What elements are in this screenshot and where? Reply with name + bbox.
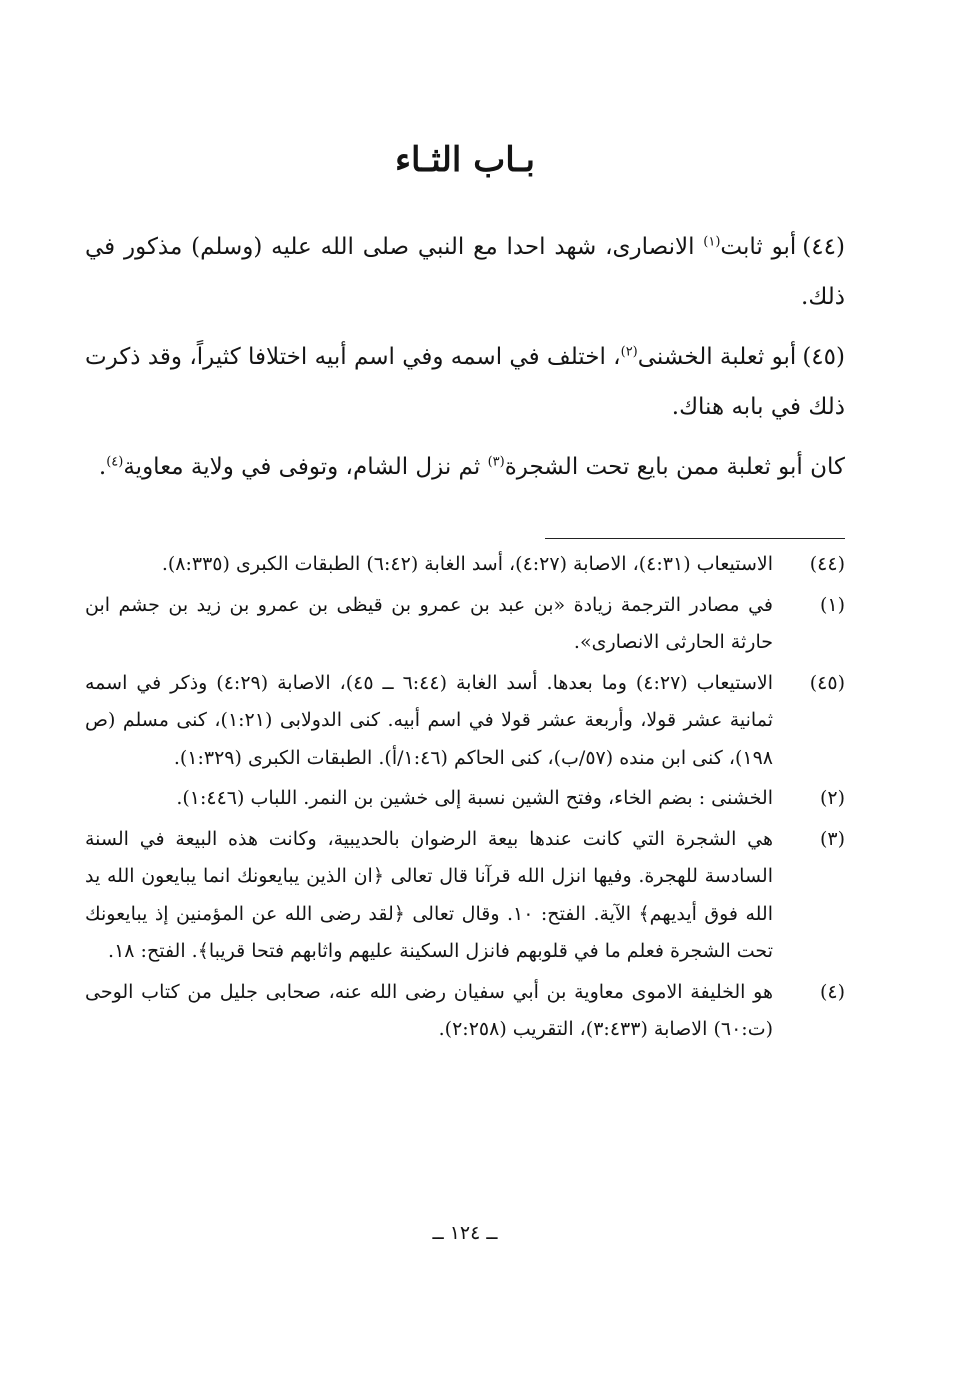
entry-text: . xyxy=(98,454,107,480)
entry-name: أبو ثعلبة الخشنى xyxy=(637,344,797,370)
footnote-separator xyxy=(545,538,845,539)
footnote-ref[interactable]: (٣) xyxy=(487,454,505,470)
footnote-3 xyxy=(85,821,845,971)
entry-text: ثم نزل الشام، وتوفى في ولاية معاوية xyxy=(123,454,488,480)
footnote-text: الاستيعاب (٤:٢٧) وما بعدها. أسد الغابة (٦:٤٤ ــ ٤٥)، الاصابة (٤:٢٩) وذكر في اسمه ثمانية عشر قولا، وأربعة عشر قولا في اسم أبيه. كنى الدولابى (١:٢١)، كنى مسلم (ص ١٩٨)، كنى ابن منده (٥٧/ب)، كنى الحاكم (١:٤٦/أ). الطبقات الكبرى (١:٣٢٩). xyxy=(85,671,773,769)
footnote-45 xyxy=(85,665,845,778)
footnote-4 xyxy=(85,974,845,1049)
footnote-text: هو الخليفة الاموى معاوية بن أبي سفيان رضى الله عنه، صحابى جليل من كتاب الوحى (ت:٦٠) الاصابة (٣:٤٣٣)، التقريب (٢:٢٥٨). xyxy=(85,980,773,1040)
footnote-text: الخشنى : بضم الخاء، وفتح الشين نسبة إلى خشين بن النمر. اللباب (١:٤٤٦). xyxy=(176,787,773,809)
entry-44 xyxy=(85,222,845,322)
book-page xyxy=(85,0,845,1390)
footnote-text: في مصادر الترجمة زيادة «بن عبد بن عمرو بن قيظى بن عمرو بن زيد بن جشم ابن حارثة الحارثى الانصارى». xyxy=(85,593,773,653)
footnote-text: هي الشجرة التي كانت عندها بيعة الرضوان بالحديبية، وكانت هذه البيعة في السنة السادسة للهجرة. وفيها انزل الله قرآنا قال تعالى ﴿ان الذين يبايعونك انما يبايعون الله يد الله فوق أيديهم﴾ الآية. الفتح: ١٠. وقال تعالى ﴿لقد رضى الله عن المؤمنين إذ يبايعونك تحت الشجرة فعلم ما في قلوبهم فانزل السكينة عليهم واثابهم فتحا قريبا﴾. الفتح: ١٨. xyxy=(85,827,773,962)
footnote-number: (١) xyxy=(819,593,845,616)
entry-45-continuation xyxy=(85,442,845,492)
footnote-2 xyxy=(85,780,845,818)
entry-text: الانصارى، شهد احدا مع النبي صلى الله عليه (وسلم) مذكور في ذلك. xyxy=(85,234,845,310)
entry-text: ، اختلف في اسمه وفي اسم أبيه اختلافا كثيراً، وقد ذكرت ذلك في بابه هناك. xyxy=(85,344,845,420)
footnote-ref[interactable]: (٤) xyxy=(106,454,124,470)
footnote-number: (٤) xyxy=(819,980,845,1003)
footnote-1 xyxy=(85,587,845,662)
footnote-number: (٤٤) xyxy=(809,553,845,575)
footnotes-section xyxy=(85,546,845,1052)
entry-number: (٤٥) xyxy=(802,344,845,370)
footnote-number: (٢) xyxy=(819,787,845,809)
entry-name: أبو ثابت xyxy=(720,234,797,260)
footnote-text: الاستيعاب (٤:٣١)، الاصابة (٤:٢٧)، أسد الغابة (٦:٤٢) الطبقات الكبرى (٨:٣٣٥). xyxy=(161,553,773,575)
page-number: ــ ١٢٤ ــ xyxy=(432,1222,498,1244)
chapter-title: بـاب الثـاء xyxy=(394,140,535,180)
entry-number: (٤٤) xyxy=(802,234,845,260)
footnote-44 xyxy=(85,546,845,584)
footnote-ref[interactable]: (٢) xyxy=(620,344,638,360)
footnote-number: (٣) xyxy=(819,827,845,850)
entry-text: كان أبو ثعلبة ممن بايع تحت الشجرة xyxy=(504,454,845,480)
footnote-number: (٤٥) xyxy=(809,671,845,694)
footnote-ref[interactable]: (١) xyxy=(703,234,721,250)
entry-45 xyxy=(85,332,845,432)
